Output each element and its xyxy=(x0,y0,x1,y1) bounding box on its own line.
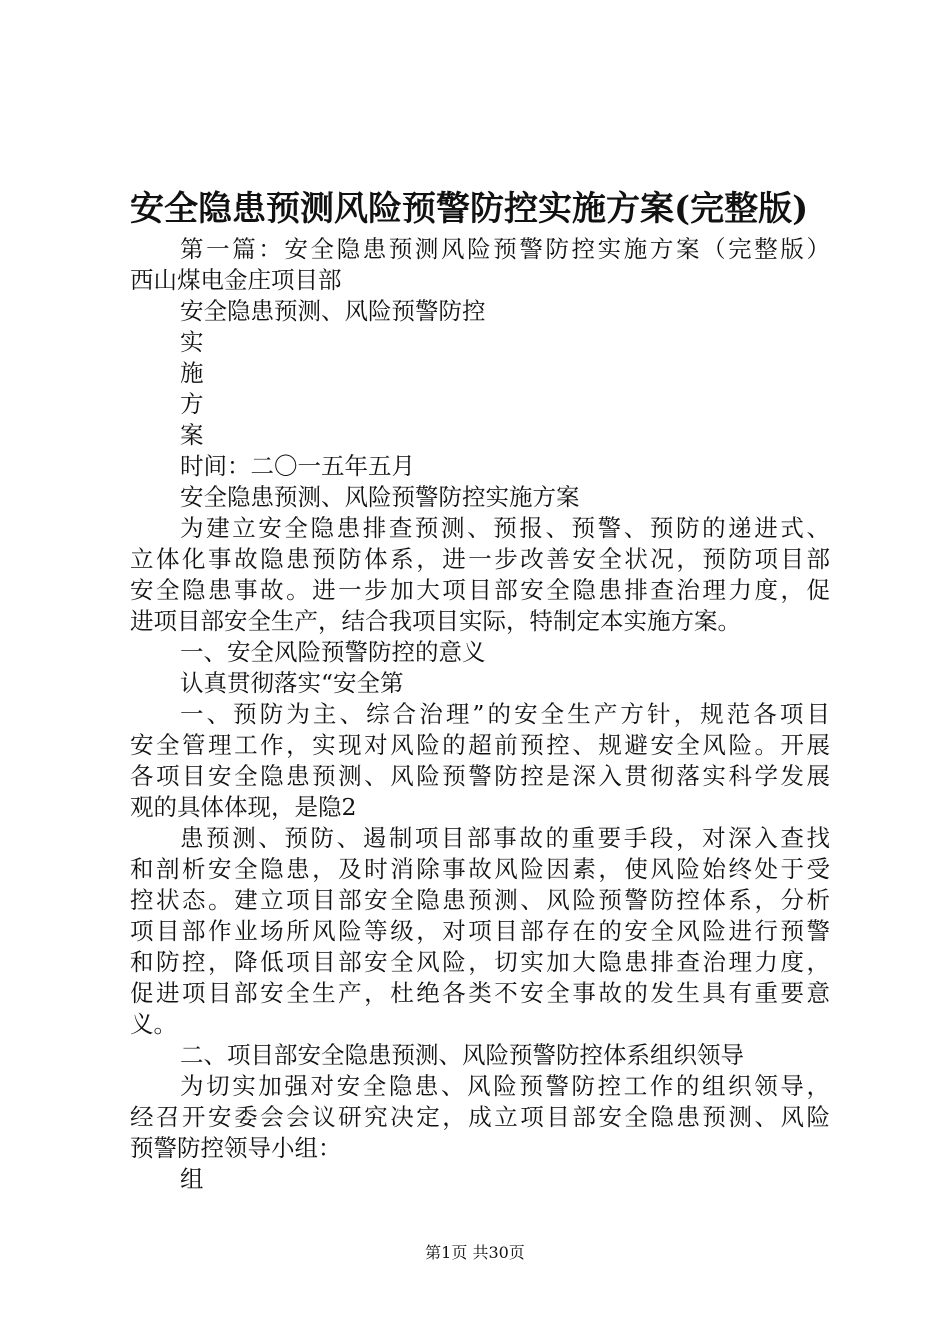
document-body xyxy=(130,234,830,1195)
text-line: 安全隐患事故。进一步加大项目部安全隐患排查治理力度，促 xyxy=(130,576,830,604)
text-line: 安全隐患预测、风险预警防控 xyxy=(180,297,486,325)
text-line: 安全隐患预测、风险预警防控实施方案 xyxy=(180,483,580,511)
text-line: 西山煤电金庄项目部 xyxy=(130,266,342,294)
text-line: 观的具体体现，是隐2 xyxy=(130,793,357,821)
text-line: 各项目安全隐患预测、风险预警防控是深入贯彻落实科学发展 xyxy=(130,762,830,790)
text-line: 为切实加强对安全隐患、风险预警防控工作的组织领导， xyxy=(180,1072,830,1100)
text-line: 认真贯彻落实“安全第 xyxy=(180,669,404,697)
text-line: 一、安全风险预警防控的意义 xyxy=(180,638,486,666)
page-footer: 第1页 共30页 xyxy=(425,1243,525,1262)
text-line: 一、预防为主、综合治理”的安全生产方针，规范各项目 xyxy=(180,700,830,728)
text-line: 为建立安全隐患排查预测、预报、预警、预防的递进式、 xyxy=(180,514,830,542)
document-title: 安全隐患预测风险预警防控实施方案(完整版) xyxy=(130,189,809,229)
text-line: 案 xyxy=(180,421,204,449)
text-line: 实 xyxy=(180,328,204,356)
text-line: 二、项目部安全隐患预测、风险预警防控体系组织领导 xyxy=(180,1041,744,1069)
text-line: 施 xyxy=(180,359,204,387)
text-line: 第一篇：安全隐患预测风险预警防控实施方案（完整版） xyxy=(180,235,830,263)
text-line: 预警防控领导小组： xyxy=(130,1134,342,1162)
text-line: 控状态。建立项目部安全隐患预测、风险预警防控体系，分析 xyxy=(130,886,830,914)
text-line: 促进项目部安全生产，杜绝各类不安全事故的发生具有重要意 xyxy=(130,979,830,1007)
text-line: 进项目部安全生产，结合我项目实际，特制定本实施方案。 xyxy=(130,607,741,635)
text-line: 义。 xyxy=(130,1010,177,1038)
text-line: 时间：二〇一五年五月 xyxy=(180,452,415,480)
text-line: 和防控，降低项目部安全风险，切实加大隐患排查治理力度， xyxy=(130,948,830,976)
text-line: 和剖析安全隐患，及时消除事故风险因素，使风险始终处于受 xyxy=(130,855,830,883)
text-line: 安全管理工作，实现对风险的超前预控、规避安全风险。开展 xyxy=(130,731,830,759)
text-line: 方 xyxy=(180,390,204,418)
text-line: 患预测、预防、遏制项目部事故的重要手段，对深入查找 xyxy=(180,824,830,852)
text-line: 立体化事故隐患预防体系，进一步改善安全状况，预防项目部 xyxy=(130,545,830,573)
text-line: 组 xyxy=(180,1165,204,1193)
text-line: 经召开安委会会议研究决定，成立项目部安全隐患预测、风险 xyxy=(130,1103,830,1131)
text-line: 项目部作业场所风险等级，对项目部存在的安全风险进行预警 xyxy=(130,917,830,945)
